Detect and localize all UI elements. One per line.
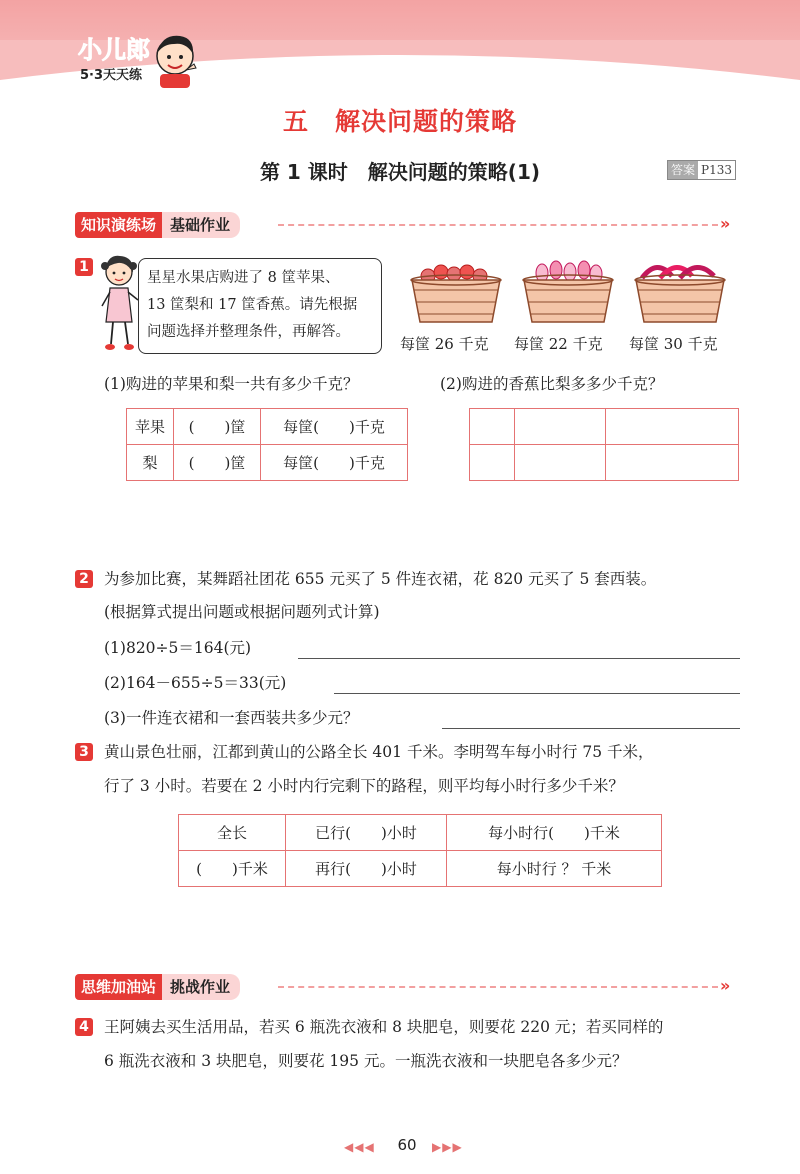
table-cell: 苹果 <box>127 409 174 445</box>
answer-line[interactable] <box>298 658 740 659</box>
q1-sub1: (1)购进的苹果和梨一共有多少千克？ <box>104 375 359 393</box>
speech-line: 问题选择并整理条件，再解答。 <box>147 324 350 340</box>
apple-basket-icon <box>411 265 501 322</box>
table-cell[interactable]: ( )筐 <box>174 445 261 481</box>
table-cell[interactable]: 每筐( )千克 <box>261 409 408 445</box>
boy-mascot-icon <box>150 30 200 90</box>
pear-basket-icon <box>523 261 613 322</box>
fruit-baskets <box>408 258 738 326</box>
chevrons-icon: » <box>720 976 731 995</box>
table-cell[interactable]: 每小时行( )千米 <box>447 815 662 851</box>
page-number: 60 <box>397 1136 417 1154</box>
q2-item-1: (1)820÷5＝164(元) <box>104 639 252 657</box>
basket-label: 每筐 22 千克 <box>514 335 603 353</box>
table-cell[interactable]: 再行( )小时 <box>286 851 447 887</box>
question-number: 4 <box>75 1018 93 1036</box>
section-divider <box>278 986 718 988</box>
section-basic-label: 知识演练场 <box>75 212 162 238</box>
basket-label: 每筐 30 千克 <box>629 335 718 353</box>
blank-cell[interactable] <box>515 409 606 445</box>
question-number: 3 <box>75 743 93 761</box>
q3-table <box>178 814 662 887</box>
chevrons-icon: » <box>720 214 731 233</box>
chapter-title: 五 解决问题的策略 <box>282 107 517 136</box>
basket-label: 每筐 26 千克 <box>400 335 489 353</box>
banana-basket-icon <box>635 267 725 322</box>
blank-cell[interactable] <box>606 445 739 481</box>
speech-bubble <box>138 258 382 354</box>
girl-character-icon <box>98 252 140 354</box>
q2-item-3: (3)一件连衣裙和一套西装共多少元？ <box>104 709 359 727</box>
table-cell: 梨 <box>127 445 174 481</box>
table-cell[interactable]: 每筐( )千克 <box>261 445 408 481</box>
q4-text-line1: 王阿姨去买生活用品，若买 6 瓶洗衣液和 8 块肥皂，则要花 220 元；若买同样的 <box>104 1018 664 1036</box>
q4-text-line2: 6 瓶洗衣液和 3 块肥皂，则要花 195 元。一瓶洗衣液和一块肥皂各多少元？ <box>104 1052 628 1070</box>
answer-line[interactable] <box>442 728 740 729</box>
answer-tag: 答案 <box>668 161 698 179</box>
question-number: 2 <box>75 570 93 588</box>
question-number: 1 <box>75 258 93 276</box>
lesson-title: 第 1 课时 解决问题的策略(1) <box>259 160 541 184</box>
speech-line: 13 筐梨和 17 筐香蕉。请先根据 <box>147 297 358 313</box>
answer-line[interactable] <box>334 693 740 694</box>
table-cell[interactable]: ( )千米 <box>179 851 286 887</box>
q3-text-line1: 黄山景色壮丽，江都到黄山的公路全长 401 千米。李明驾车每小时行 75 千米， <box>104 743 654 761</box>
q2-text: 为参加比赛，某舞蹈社团花 655 元买了 5 件连衣裙，花 820 元买了 5 套西装。 <box>104 570 657 588</box>
answer-reference <box>667 160 736 180</box>
q1-sub2: (2)购进的香蕉比梨多多少千克？ <box>440 375 664 393</box>
section-basic-bar <box>75 212 240 238</box>
table-cell: 每小时行 ？ 千米 <box>447 851 662 887</box>
next-arrows-icon: ▶▶▶ <box>432 1140 463 1154</box>
q2-item-2: (2)164－655÷5＝33(元) <box>104 674 287 692</box>
blank-cell[interactable] <box>515 445 606 481</box>
q1-table-apples-pears <box>126 408 408 481</box>
section-challenge-bar <box>75 974 240 1000</box>
logo-title: 小儿郎 <box>78 36 150 64</box>
blank-cell[interactable] <box>470 445 515 481</box>
q3-text-line2: 行了 3 小时。若要在 2 小时内行完剩下的路程，则平均每小时行多少千米？ <box>104 777 624 795</box>
logo-subtitle: 5·3天天练 <box>80 68 143 83</box>
prev-arrows-icon: ◀◀◀ <box>344 1140 375 1154</box>
table-cell[interactable]: 已行( )小时 <box>286 815 447 851</box>
answer-page: P133 <box>701 163 732 177</box>
table-cell[interactable]: ( )筐 <box>174 409 261 445</box>
section-challenge-sub: 挑战作业 <box>162 974 240 1000</box>
section-challenge-label: 思维加油站 <box>75 974 162 1000</box>
q1-table-blank <box>469 408 739 481</box>
section-divider <box>278 224 718 226</box>
blank-cell[interactable] <box>470 409 515 445</box>
blank-cell[interactable] <box>606 409 739 445</box>
table-cell: 全长 <box>179 815 286 851</box>
speech-line: 星星水果店购进了 8 筐苹果、 <box>147 270 340 286</box>
section-basic-sub: 基础作业 <box>162 212 240 238</box>
q2-instruction: (根据算式提出问题或根据问题列式计算) <box>104 603 380 621</box>
